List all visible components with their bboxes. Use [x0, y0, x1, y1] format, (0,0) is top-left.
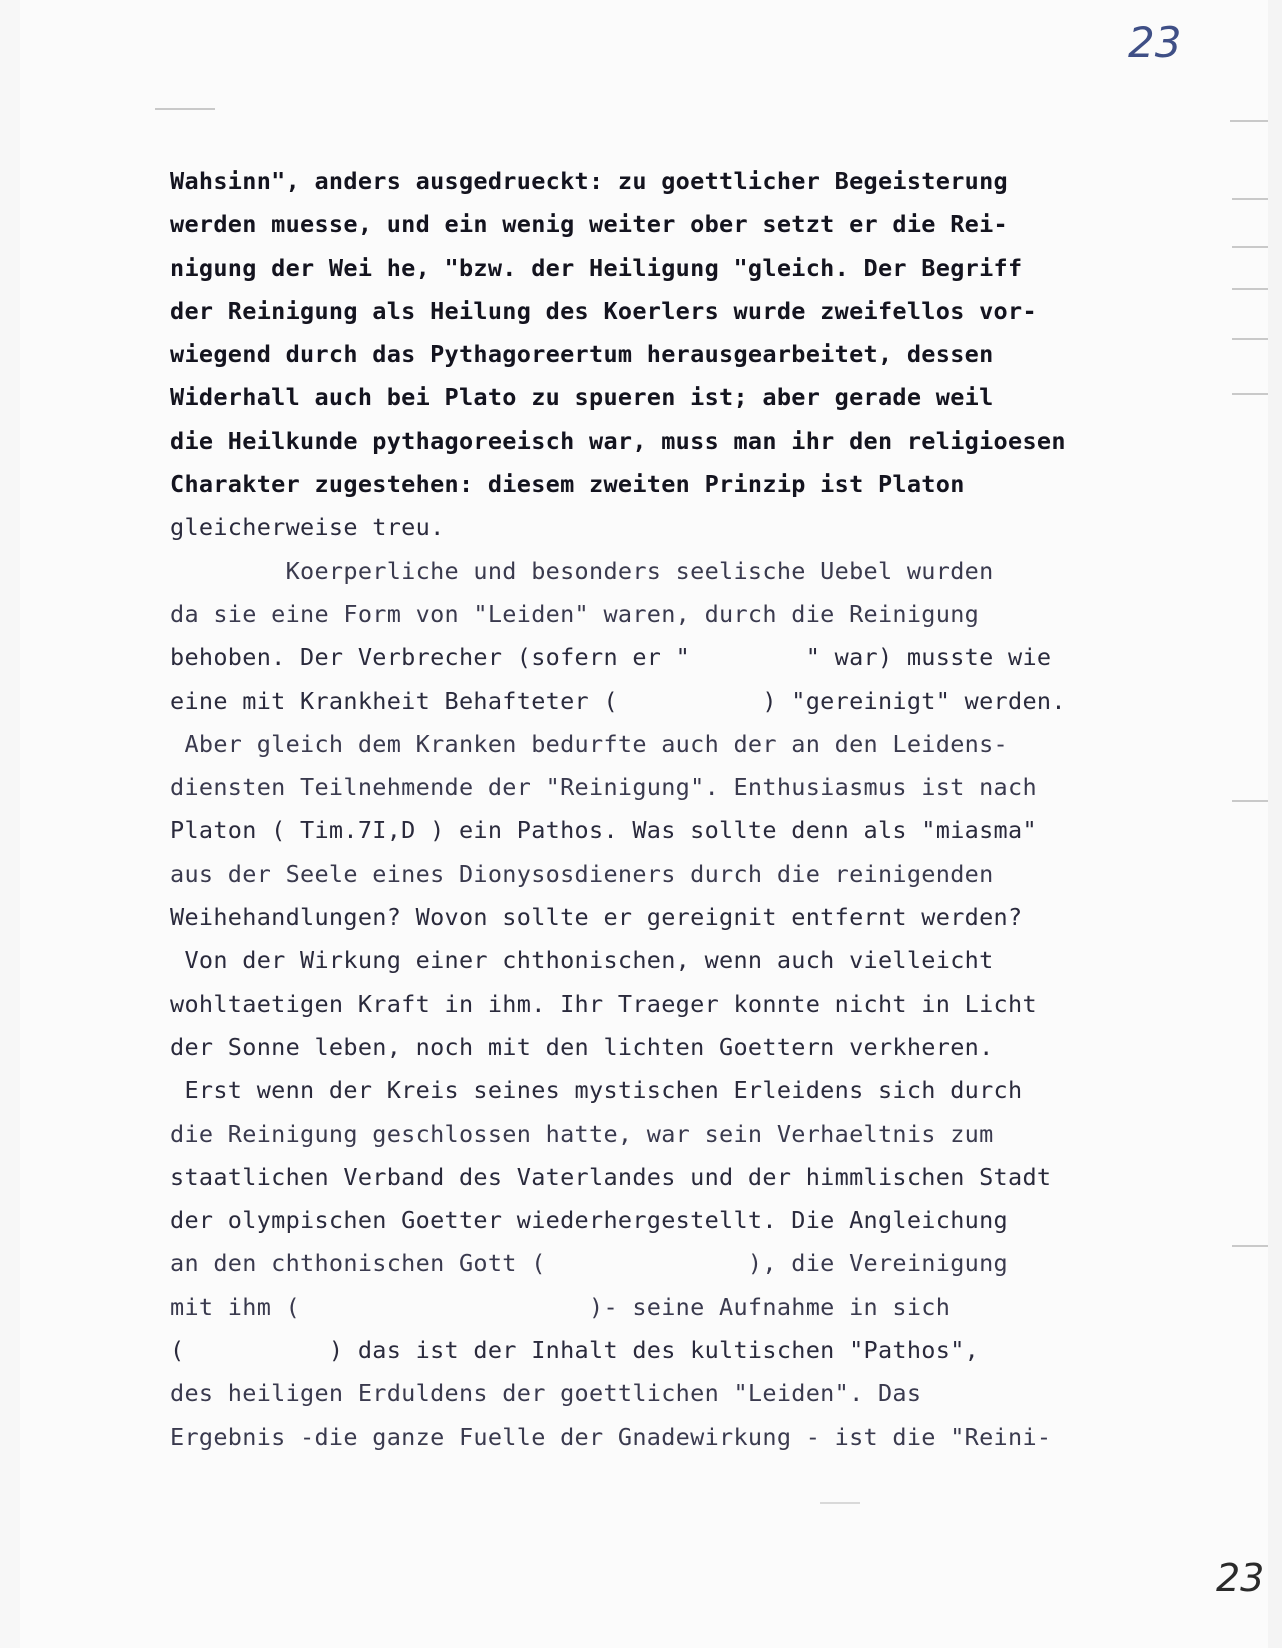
text-line: des heiligen Erduldens der goettlichen "Leiden". Das	[170, 1379, 922, 1408]
text-line: wiegend durch das Pythagoreertum herausgearbeitet, dessen	[170, 340, 994, 369]
margin-mark	[1232, 288, 1276, 290]
text-line: behoben. Der Verbrecher (sofern er " " war) musste wie	[170, 643, 1052, 672]
text-line: Koerperliche und besonders seelische Uebel wurden	[170, 556, 994, 585]
text-line: die Reinigung geschlossen hatte, war sein Verhaeltnis zum	[170, 1119, 994, 1148]
text-line: der Sonne leben, noch mit den lichten Goettern verkheren.	[170, 1032, 994, 1061]
margin-mark	[1232, 393, 1276, 395]
text-line: Von der Wirkung einer chthonischen, wenn auch vielleicht	[170, 946, 994, 975]
text-line: die Heilkunde pythagoreeisch war, muss man ihr den religioesen	[170, 426, 1066, 455]
text-line: werden muesse, und ein wenig weiter ober setzt er die Rei-	[170, 210, 1008, 239]
text-line: eine mit Krankheit Behafteter ( ) "gereinigt" werden.	[170, 686, 1066, 715]
text-line: an den chthonischen Gott ( ), die Vereinigung	[170, 1249, 1008, 1278]
margin-mark	[1232, 1245, 1276, 1247]
margin-mark	[1230, 120, 1278, 122]
text-line: staatlichen Verband des Vaterlandes und der himmlischen Stadt	[170, 1162, 1052, 1191]
page-number-bottom: 23	[1216, 1556, 1265, 1600]
text-line: aus der Seele eines Dionysosdieners durch die reinigenden	[170, 859, 994, 888]
text-line: der Reinigung als Heilung des Koerlers wurde zweifellos vor-	[170, 296, 1037, 325]
text-line: Platon ( Tim.7I,D ) ein Pathos. Was sollte denn als "miasma"	[170, 816, 1037, 845]
text-line: wohltaetigen Kraft in ihm. Ihr Traeger konnte nicht in Licht	[170, 989, 1037, 1018]
text-line: ( ) das ist der Inhalt des kultischen "Pathos",	[170, 1336, 980, 1365]
margin-mark	[820, 1502, 860, 1504]
text-line: der olympischen Goetter wiederhergestellt. Die Angleichung	[170, 1206, 1008, 1235]
text-line: mit ihm ( )- seine Aufnahme in sich	[170, 1292, 951, 1321]
text-line: nigung der Wei he, "bzw. der Heiligung "gleich. Der Begriff	[170, 253, 1023, 282]
text-line: Wahsinn", anders ausgedrueckt: zu goettlicher Begeisterung	[170, 167, 1008, 195]
text-line: Widerhall auch bei Plato zu spueren ist; aber gerade weil	[170, 383, 994, 412]
margin-mark	[1232, 800, 1276, 802]
text-line: Weihehandlungen? Wovon sollte er gereignit entfernt werden?	[170, 903, 1023, 932]
margin-mark	[155, 108, 215, 110]
text-line: Ergebnis -die ganze Fuelle der Gnadewirkung - ist die "Reini-	[170, 1422, 1052, 1451]
text-line: Erst wenn der Kreis seines mystischen Erleidens sich durch	[170, 1076, 1023, 1105]
margin-mark	[1232, 198, 1276, 200]
margin-mark	[1232, 246, 1276, 248]
text-line: Charakter zugestehen: diesem zweiten Prinzip ist Platon	[170, 470, 965, 499]
text-line: Aber gleich dem Kranken bedurfte auch der an den Leidens-	[170, 729, 1008, 758]
text-line: da sie eine Form von "Leiden" waren, durch die Reinigung	[170, 599, 980, 628]
text-line: gleicherweise treu.	[170, 513, 445, 542]
body-text	[170, 160, 1150, 1459]
page-number-top: 23	[1128, 18, 1182, 67]
margin-mark	[1232, 338, 1276, 340]
text-line: diensten Teilnehmende der "Reinigung". Enthusiasmus ist nach	[170, 773, 1037, 802]
